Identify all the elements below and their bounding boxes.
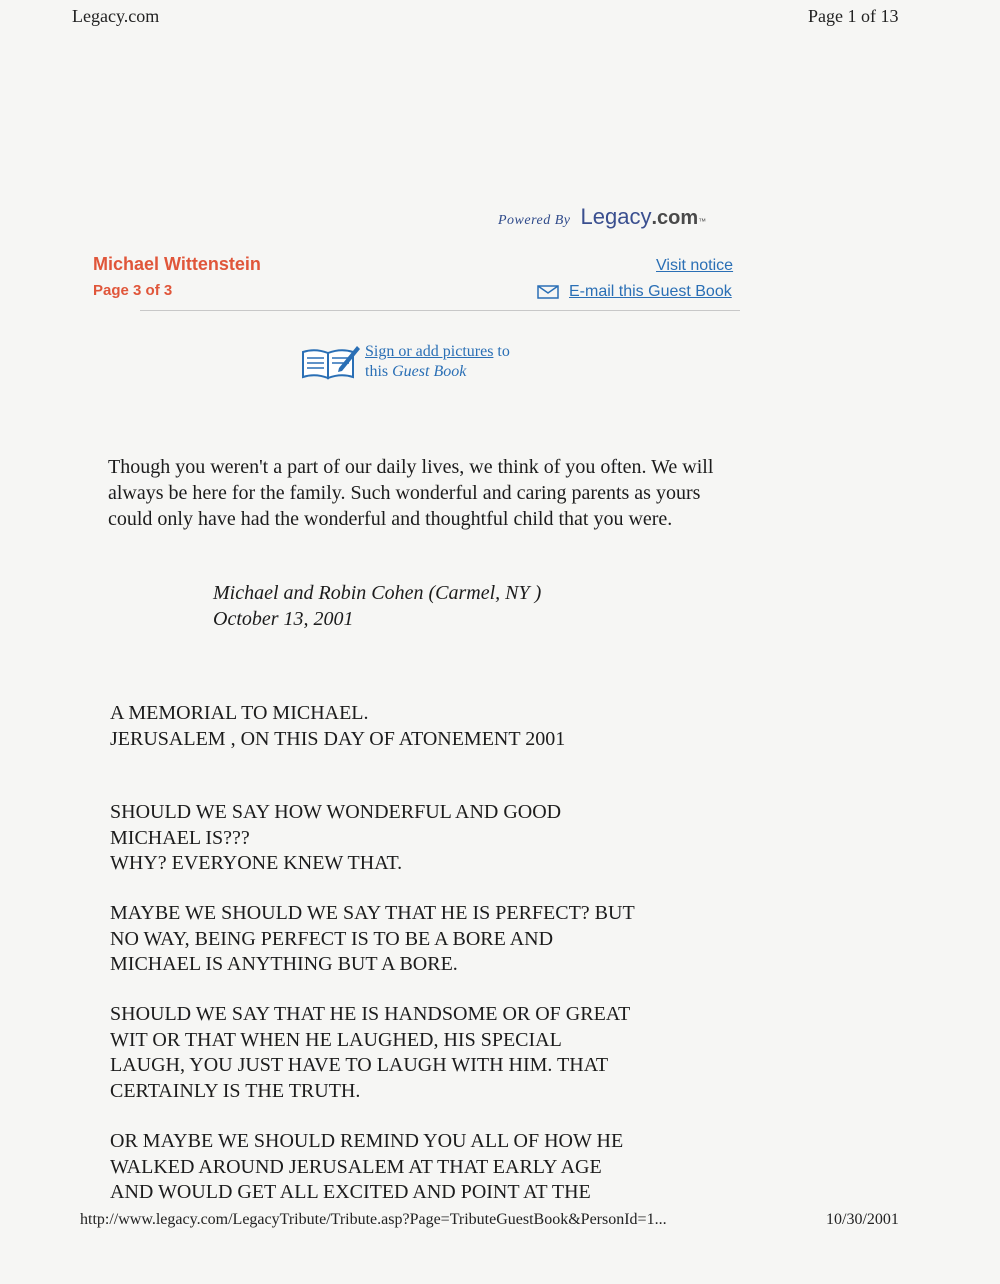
legacy-logo-name: Legacy [580,204,652,229]
legacy-logo-domain: .com [651,207,699,229]
print-header-page-count: Page 1 of 13 [808,6,899,26]
sign-this-text: this [365,363,393,380]
powered-by-logo [498,204,706,230]
guestbook-page-indicator: Page 3 of 3 [93,282,173,299]
header-divider [140,310,740,311]
legacy-logo-tm: ™ [698,217,707,226]
deceased-name: Michael Wittenstein [93,254,261,274]
legacy-logo[interactable] [581,204,707,230]
print-footer-url: http://www.legacy.com/LegacyTribute/Tribute.asp?Page=TributeGuestBook&PersonId=1... [80,1211,667,1228]
open-book-pen-icon [299,342,361,382]
memorial-paragraph: MAYBE WE SHOULD WE SAY THAT HE IS PERFECT? BUT NO WAY, BEING PERFECT IS TO BE A BORE AND MICHAEL IS ANYTHING BUT A BORE. [110,902,635,976]
guestbook-entry-author: Michael and Robin Cohen (Carmel, NY ) [213,582,542,604]
memorial-paragraph: OR MAYBE WE SHOULD REMIND YOU ALL OF HOW HE WALKED AROUND JERUSALEM AT THAT EARLY AGE AND WOULD GET ALL EXCITED AND POINT AT THE [110,1130,624,1204]
memorial-paragraph: SHOULD WE SAY HOW WONDERFUL AND GOOD MICHAEL IS??? WHY? EVERYONE KNEW THAT. [110,801,562,875]
sign-guestbook-link[interactable]: Sign or add pictures [365,343,494,360]
powered-by-label: Powered By [498,213,571,228]
memorial-heading: A MEMORIAL TO MICHAEL. JERUSALEM , ON THIS DAY OF ATONEMENT 2001 [110,702,566,750]
print-header-site: Legacy.com [72,6,160,26]
envelope-icon [537,285,559,299]
guestbook-entry-date: October 13, 2001 [213,608,354,630]
guestbook-entry-text: Though you weren't a part of our daily lives, we think of you often. We will always be here for the family. Such wonderful and caring parents as yours could only have had the wonderful and thoughtful child that you were. [108,456,714,530]
email-guestbook-row[interactable] [537,283,732,301]
email-guestbook-link[interactable]: E-mail this Guest Book [569,283,732,300]
visit-notice-link[interactable]: Visit notice [656,257,734,274]
memorial-paragraph: SHOULD WE SAY THAT HE IS HANDSOME OR OF GREAT WIT OR THAT WHEN HE LAUGHED, HIS SPECIAL LAUGH, YOU JUST HAVE TO LAUGH WITH HIM. THAT CERTAINLY IS THE TRUTH. [110,1003,631,1102]
guest-book-text: Guest Book [392,363,467,380]
print-footer-date: 10/30/2001 [826,1211,899,1228]
sign-to-text: to [493,343,510,360]
sign-guestbook-block[interactable] [299,342,510,382]
